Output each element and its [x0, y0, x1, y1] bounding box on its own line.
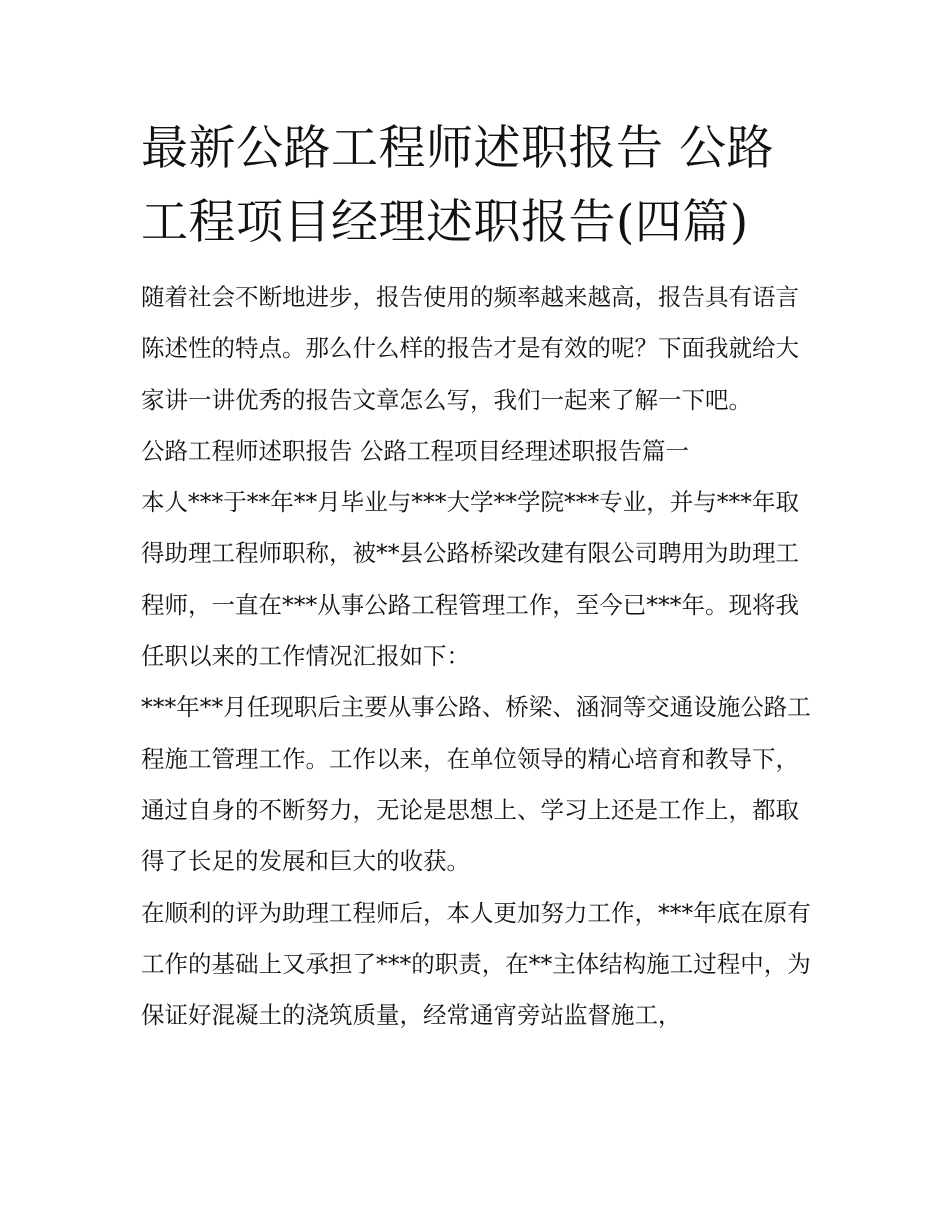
body-paragraph: ***年**月任现职后主要从事公路、桥梁、涵洞等交通设施公路工程施工管理工作。工作以来，在单位领导的精心培育和教导下，通过自身的不断努力，无论是思想上、学习上还是工作上，都取得了长足的发展和巨大的收获。 [141, 693, 811, 876]
body-paragraph: 在顺利的评为助理工程师后，本人更加努力工作，***年底在原有工作的基础上又承担了***的职责，在**主体结构施工过程中，为保证好混凝土的浇筑质量，经常通宵旁站监督施工， [141, 898, 811, 1030]
section-heading: 公路工程师述职报告 公路工程项目经理述职报告篇一 [141, 436, 689, 465]
document-content [141, 112, 813, 1041]
body-paragraph: 本人***于**年**月毕业与***大学**学院***专业，并与***年取得助理工程师职称，被**县公路桥梁改建有限公司聘用为助理工程师，一直在***从事公路工程管理工作，至今已***年。现将我任职以来的工作情况汇报如下： [141, 488, 799, 671]
intro-paragraph: 随着社会不断地进步，报告使用的频率越来越高，报告具有语言陈述性的特点。那么什么样的报告才是有效的呢？下面我就给大家讲一讲优秀的报告文章怎么写，我们一起来了解一下吧。 [141, 283, 799, 414]
document-body [141, 272, 813, 1041]
document-title: 最新公路工程师述职报告 公路工程项目经理述职报告(四篇) [141, 121, 774, 250]
